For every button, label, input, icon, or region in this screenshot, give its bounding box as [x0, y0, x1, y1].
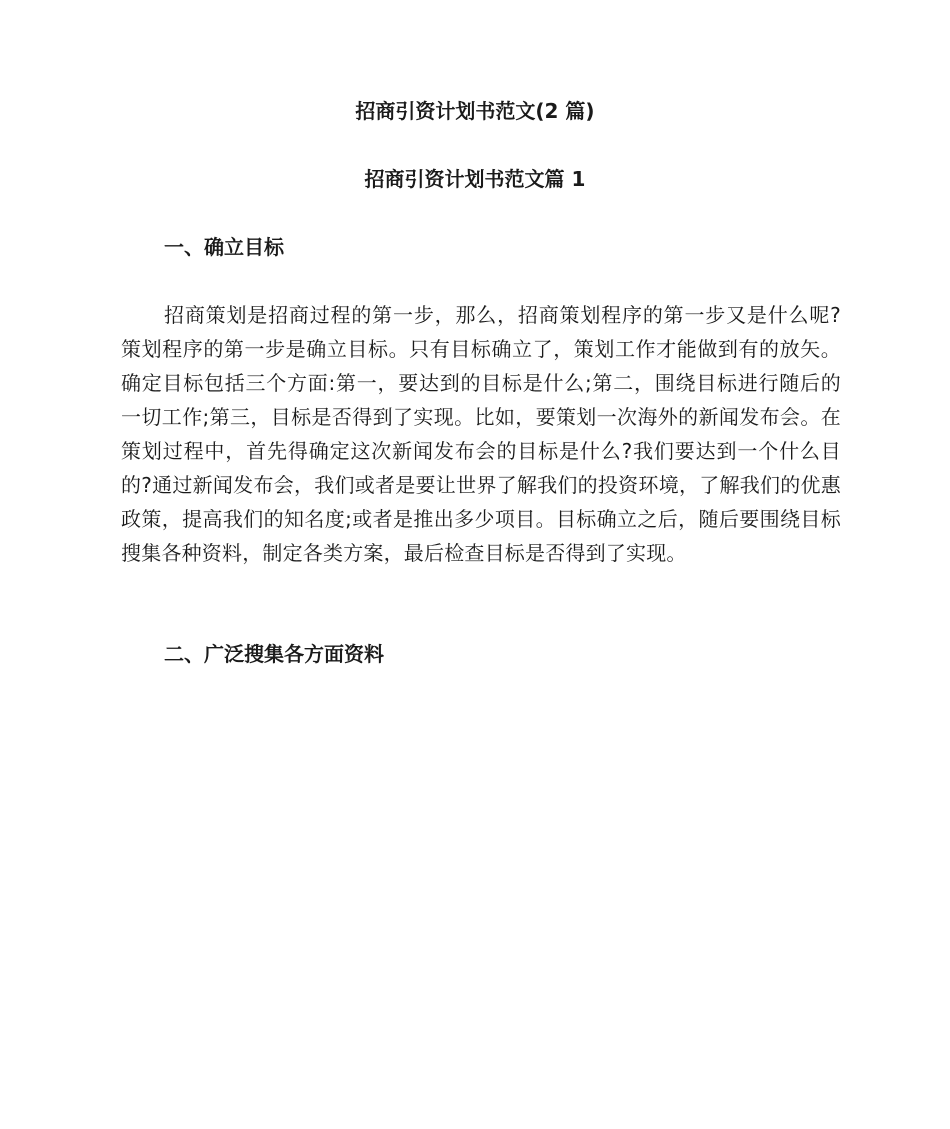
section-heading-1: 一、确立目标 [164, 235, 284, 259]
article-title: 招商引资计划书范文篇 1 [364, 167, 586, 191]
section-paragraph-1: 招商策划是招商过程的第一步，那么，招商策划程序的第一步又是什么呢?策划程序的第一步是确立目标。只有目标确立了，策划工作才能做到有的放矢。确定目标包括三个方面:第一，要达到的目标是什么;第二，围绕目标进行随后的一切工作;第三，目标是否得到了实现。比如，要策划一次海外的新闻发布会。在策划过程中，首先得确定这次新闻发布会的目标是什么?我们要达到一个什么目的?通过新闻发布会，我们或者是要让世界了解我们的投资环境，了解我们的优惠政策，提高我们的知名度;或者是推出多少项目。目标确立之后，随后要围绕目标搜集各种资料，制定各类方案，最后检查目标是否得到了实现。 [121, 303, 841, 565]
section-heading-2: 二、广泛搜集各方面资料 [164, 642, 384, 666]
document-title: 招商引资计划书范文(2 篇) [355, 99, 595, 123]
